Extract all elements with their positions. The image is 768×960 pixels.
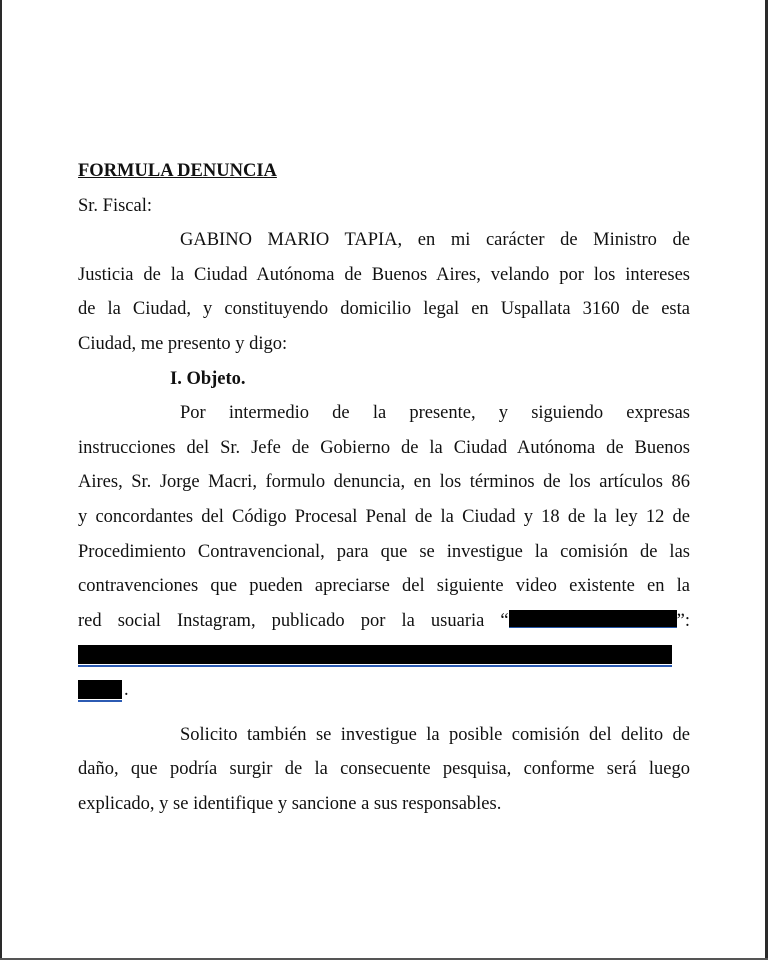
document-page [78,154,690,821]
link-underline [78,665,672,667]
objeto-line-4: y concordantes del Código Procesal Penal de la Ciudad y 18 de la ley 12 de [78,506,690,527]
objeto-line-6: contravenciones que pueden apreciarse del siguiente video existente en la [78,576,690,597]
redacted-link-continuation[interactable] [78,673,690,708]
objeto-line-1: Por intermedio de la presente, y siguiendo expresas [180,403,690,424]
document-title: FORMULA DENUNCIA [78,161,277,181]
intro-line-1: GABINO MARIO TAPIA, en mi carácter de Ministro de [180,230,690,251]
intro-line-4: Ciudad, me presento y digo: [78,333,288,354]
redaction-bar [78,680,122,699]
link-underline [78,700,122,702]
section-heading-objeto: I. Objeto. [170,368,246,389]
paragraph-gap [78,708,690,718]
instagram-line [78,604,690,639]
closing-line-3: explicado, y se identifique y sancione a sus responsables. [78,793,502,814]
intro-line-2: Justicia de la Ciudad Autónoma de Buenos Aires, velando por los intereses [78,264,690,285]
redacted-link[interactable] [78,638,690,673]
salutation: Sr. Fiscal: [78,195,153,216]
objeto-line-5: Procedimiento Contravencional, para que se investigue la comisión de las [78,541,690,562]
objeto-line-2: instrucciones del Sr. Jefe de Gobierno de la Ciudad Autónoma de Buenos [78,437,690,458]
closing-line-1: Solicito también se investigue la posible comisión del delito de [180,724,690,745]
redaction-bar [78,645,672,664]
closing-line-2: daño, que podría surgir de la consecuente pesquisa, conforme será luego [78,759,690,780]
objeto-line-3: Aires, Sr. Jorge Macri, formulo denuncia, en los términos de los artículos 86 [78,472,690,493]
instagram-line-close: ”: [676,610,690,631]
instagram-line-text: red social Instagram, publicado por la usuaria “ [78,610,509,631]
redacted-username [509,610,677,628]
link-period: . [124,679,129,700]
intro-line-3: de la Ciudad, y constituyendo domicilio legal en Uspallata 3160 de esta [78,299,690,320]
page-border-left [0,0,2,960]
